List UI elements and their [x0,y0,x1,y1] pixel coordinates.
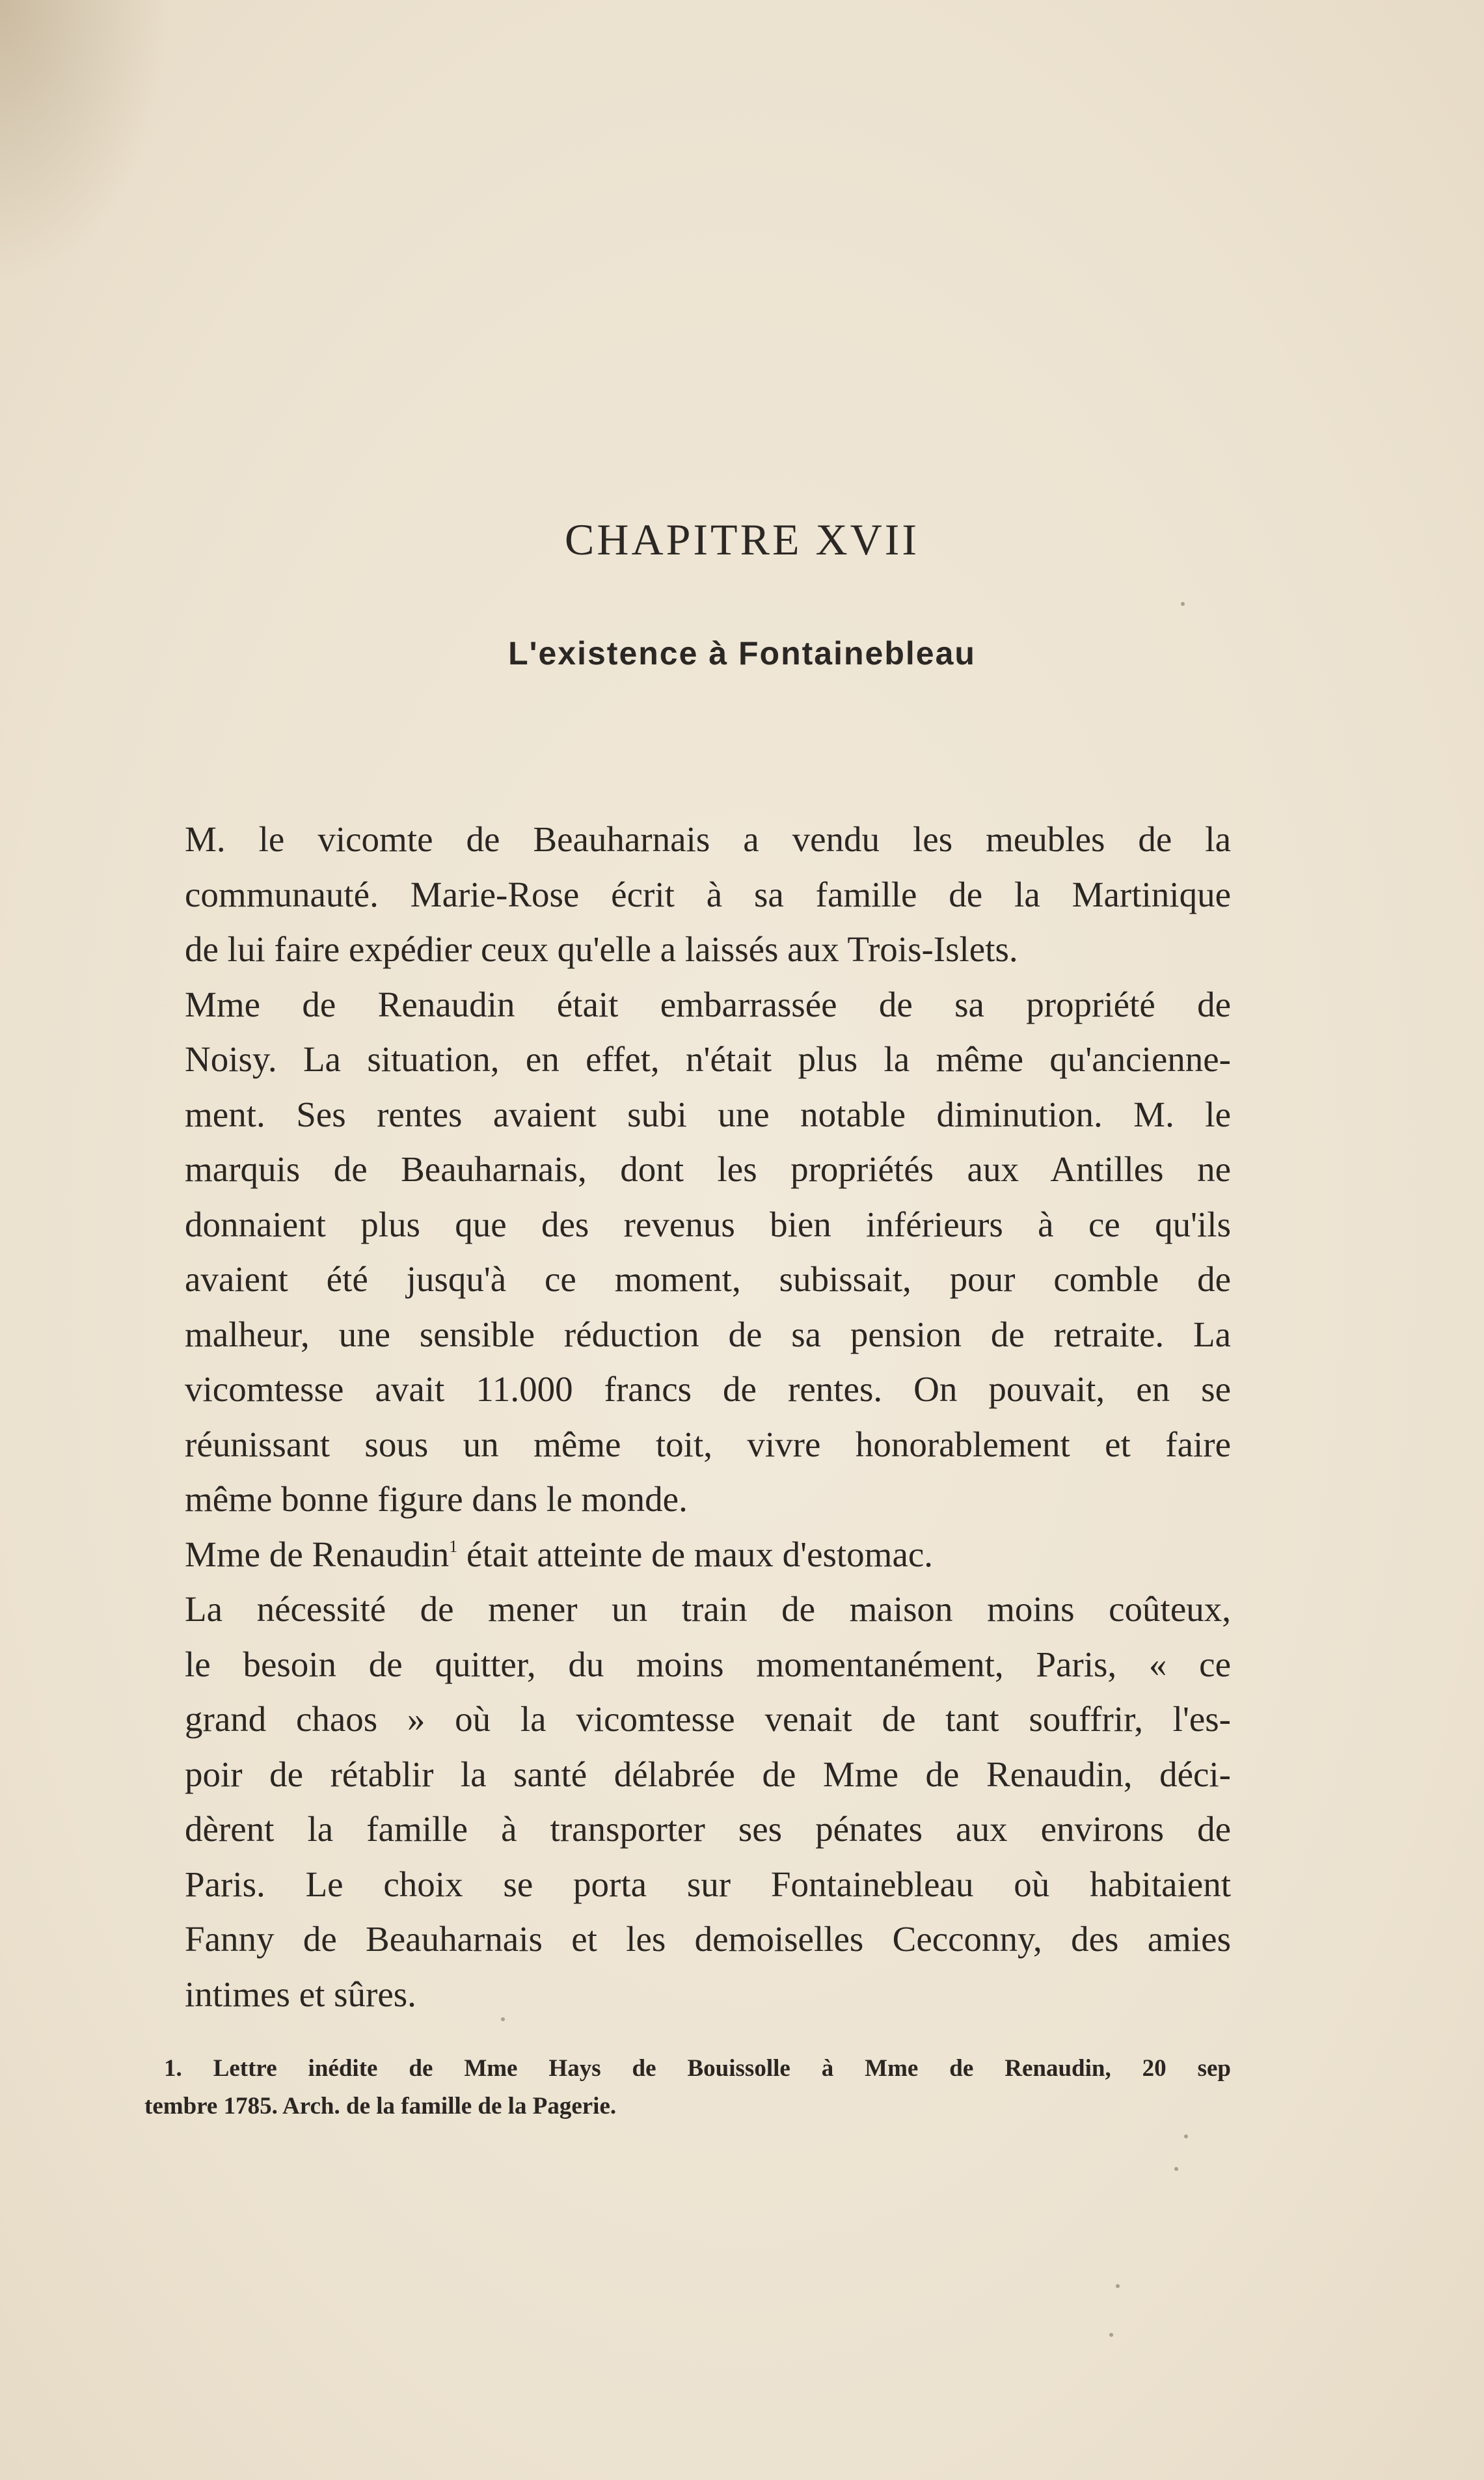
text-line: ment. Ses rentes avaient subi une notable diminution. M. le [185,1094,1231,1134]
footnote [144,2050,1231,2125]
text-line: donnaient plus que des revenus bien inférieurs à ce qu'ils [185,1204,1231,1244]
text-line: dèrent la famille à transporter ses pénates aux environs de [185,1809,1231,1849]
paragraph-3 [144,1527,1231,1583]
text-fragment: Mme de Renaudin [185,1534,450,1574]
paper-speck [1116,2284,1120,2288]
text-line: Noisy. La situation, en effet, n'était plus la même qu'ancienne- [185,1039,1231,1079]
text-line: Mme de Renaudin était embarrassée de sa propriété de [185,984,1231,1024]
text-line: poir de rétablir la santé délabrée de Mme de Renaudin, déci- [185,1754,1231,1794]
text-line: malheur, une sensible réduction de sa pension de retraite. La [185,1314,1231,1354]
text-line: M. le vicomte de Beauharnais a vendu les meubles de la [185,819,1231,859]
text-line: Paris. Le choix se porta sur Fontainebleau où habitaient [185,1864,1231,1904]
body-text [144,812,1231,2022]
paper-speck [501,2017,505,2021]
paragraph-4 [144,1582,1231,2022]
text-line: le besoin de quitter, du moins momentanément, Paris, « ce [185,1644,1231,1684]
text-line: avaient été jusqu'à ce moment, subissait, pour comble de [185,1259,1231,1299]
paragraph-1 [144,812,1231,977]
chapter-title: CHAPITRE XVII [565,515,919,564]
paper-speck [1174,2167,1178,2171]
paper-speck [1181,602,1185,606]
text-line: vicomtesse avait 11.000 francs de rentes. On pouvait, en se [185,1369,1231,1409]
text-line: intimes et sûres. [185,1974,416,2014]
text-line [144,1527,1231,1583]
footnote-line: tembre 1785. Arch. de la famille de la Pagerie. [144,2093,617,2119]
chapter-subtitle: L'existence à Fontainebleau [508,635,976,672]
text-line: communauté. Marie-Rose écrit à sa famille de la Martinique [185,874,1231,914]
text-line: La nécessité de mener un train de maison moins coûteux, [185,1589,1231,1629]
paragraph-2 [144,977,1231,1527]
text-line: grand chaos » où la vicomtesse venait de tant souffrir, l'es- [185,1699,1231,1739]
text-line: marquis de Beauharnais, dont les propriétés aux Antilles ne [185,1149,1231,1189]
footnote-line: 1. Lettre inédite de Mme Hays de Bouissolle à Mme de Renaudin, 20 sep [164,2055,1231,2082]
footnote-reference[interactable]: 1 [449,1536,458,1556]
text-line: même bonne figure dans le monde. [185,1479,688,1519]
text-fragment: était atteinte de maux d'estomac. [457,1534,934,1574]
text-line: de lui faire expédier ceux qu'elle a laissés aux Trois-Islets. [185,929,1018,969]
text-line: réunissant sous un même toit, vivre honorablement et faire [185,1424,1231,1464]
text-line: Fanny de Beauharnais et les demoiselles Cecconny, des amies [185,1919,1231,1959]
paper-speck [1109,2333,1113,2337]
paper-speck [1184,2134,1188,2138]
